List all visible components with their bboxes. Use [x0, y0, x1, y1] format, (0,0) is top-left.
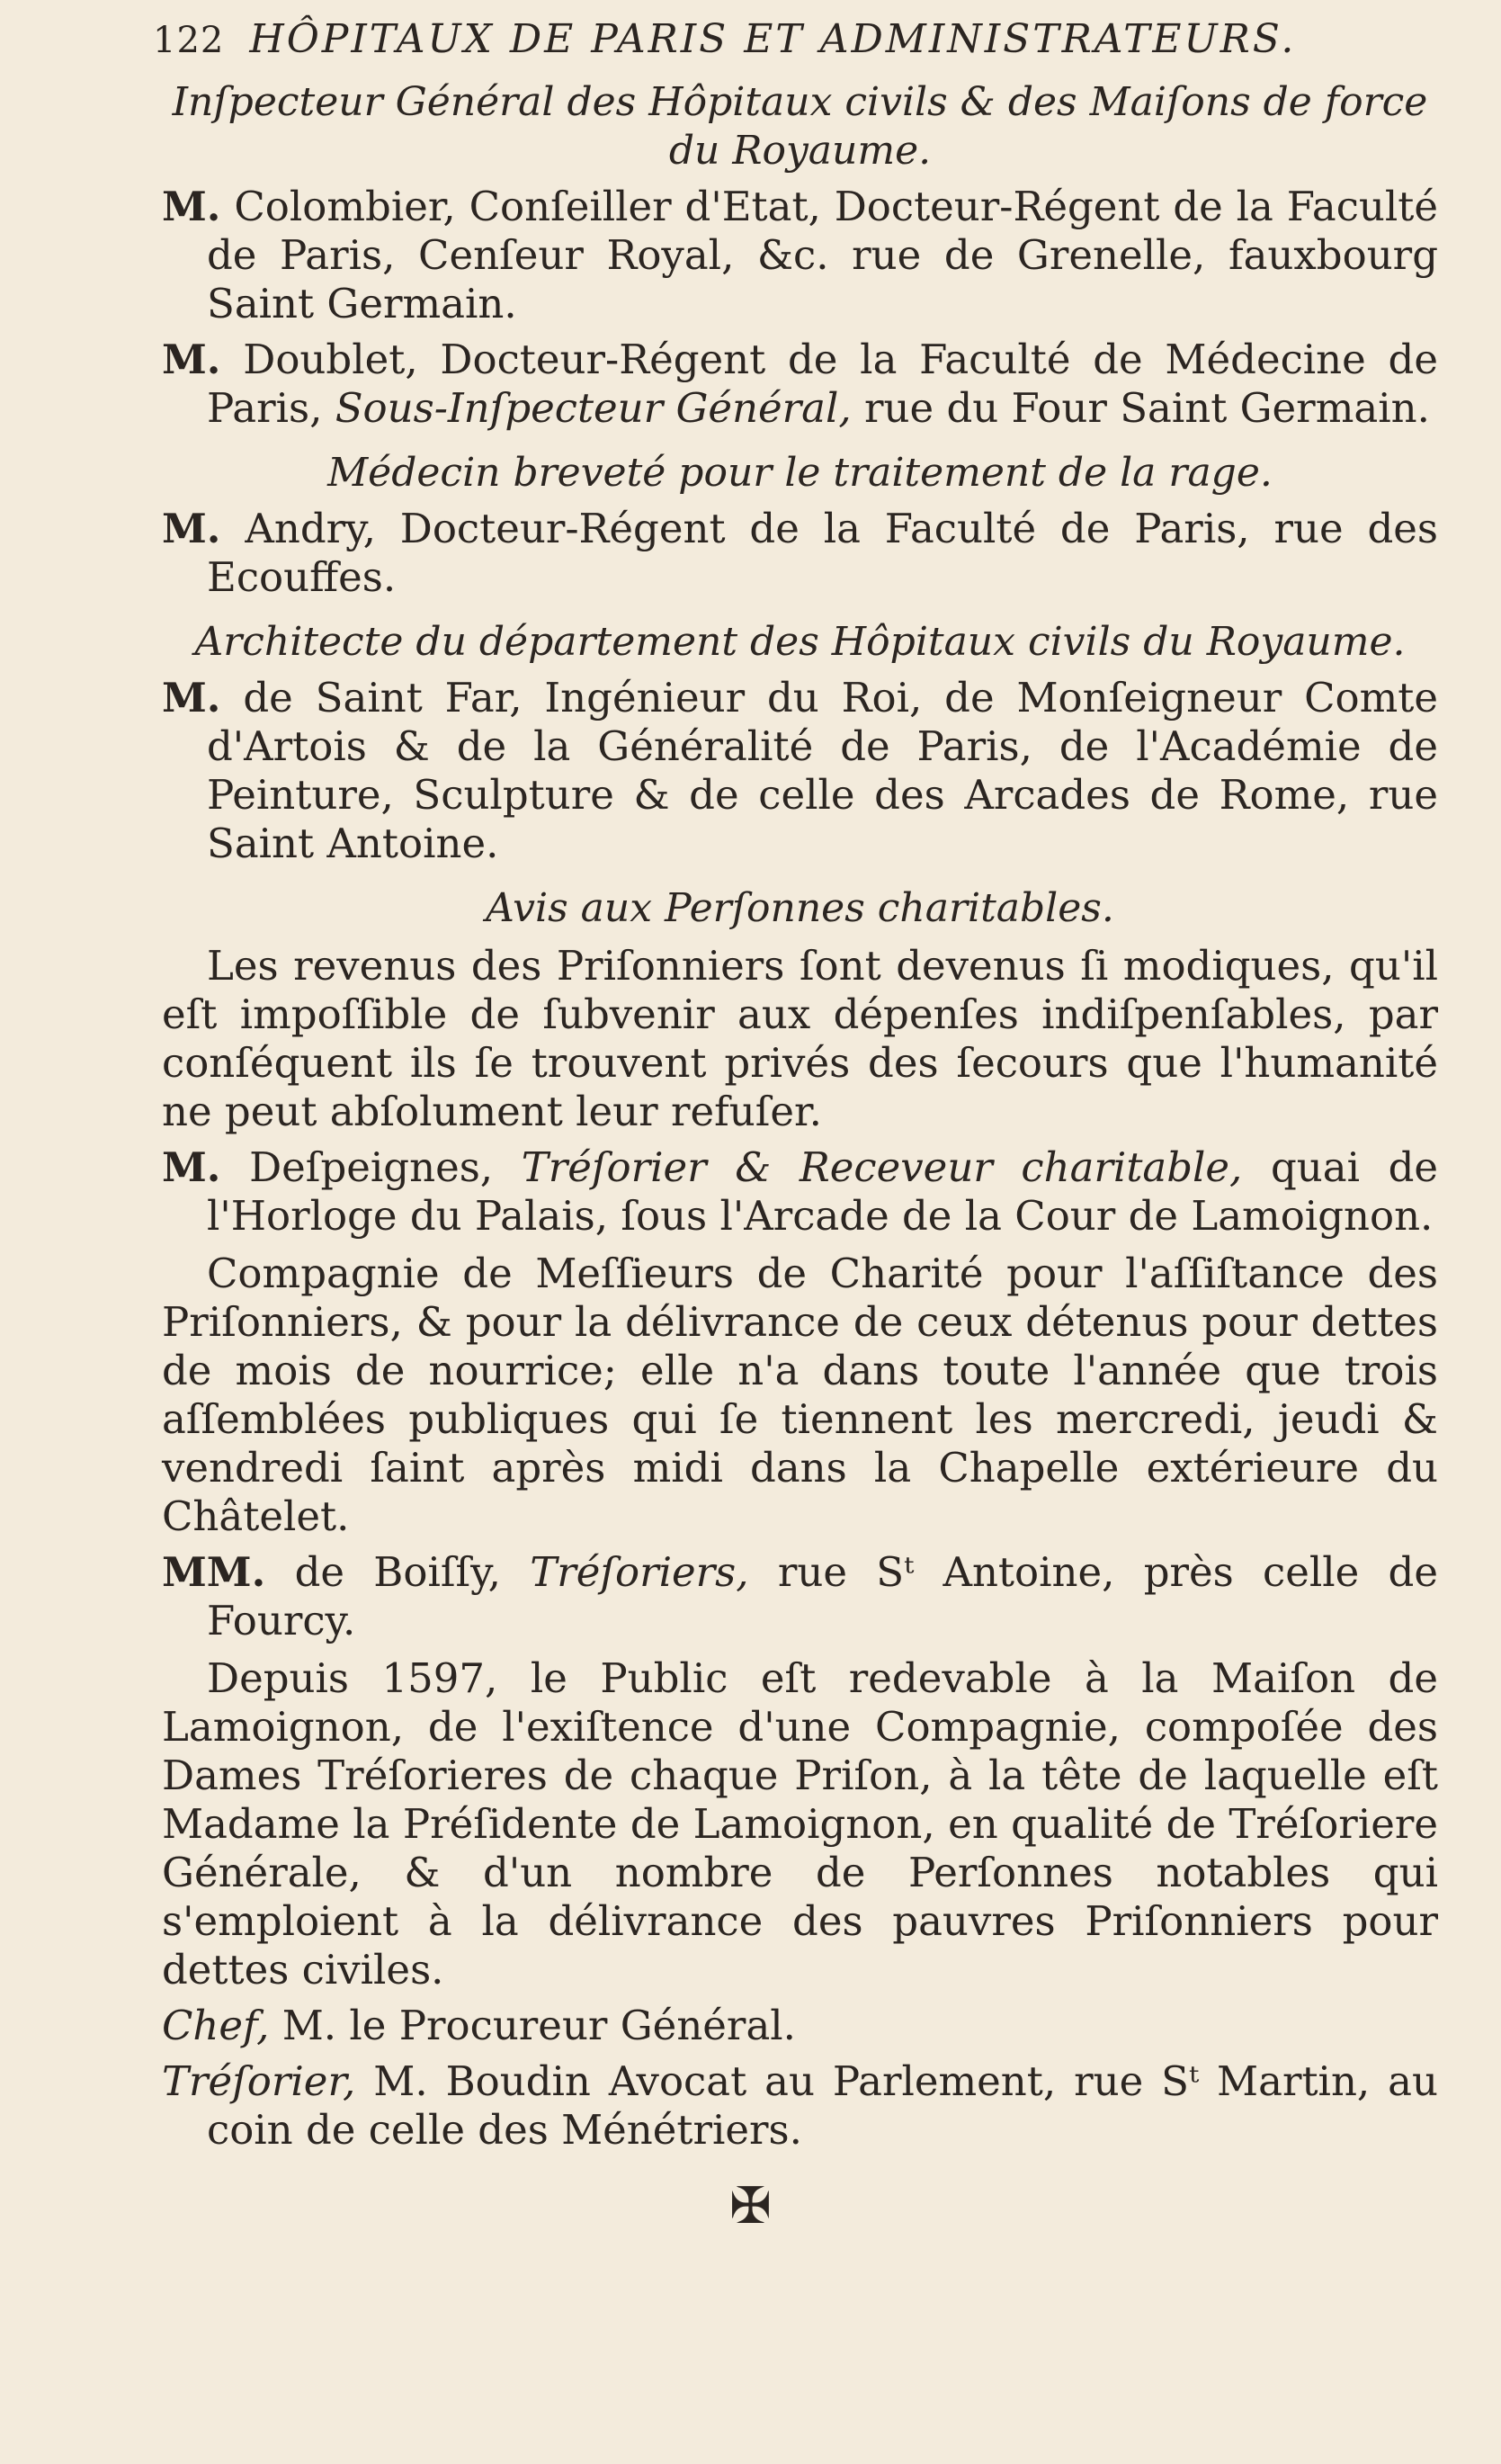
entry-prefix: MM.	[162, 1548, 266, 1596]
entry-text: Andry, Docteur-Régent de la Faculté de Paris, rue des Ecouffes.	[207, 505, 1438, 601]
entry-prefix: M.	[162, 674, 221, 721]
architecte-heading: Architecte du département des Hôpitaux civils du Royaume.	[194, 619, 1406, 665]
medecin-heading: Médecin breveté pour le traitement de la rage.	[327, 450, 1273, 496]
page-header	[153, 16, 1438, 62]
entry-prefix: M.	[162, 1143, 221, 1191]
entry-name: de Boiſſy,	[294, 1548, 501, 1596]
entry-role: Tréſorier & Receveur charitable,	[521, 1143, 1243, 1191]
entry-text: Colombier, Conſeiller d'Etat, Docteur-Régent de la Faculté de Paris, Cenſeur Royal, &c. rue de Grenelle, fauxbourg Saint Germain.	[207, 183, 1438, 327]
entry-tresorier	[162, 2057, 1438, 2155]
entry-role: Chef,	[162, 2002, 270, 2049]
entry-doublet	[162, 336, 1438, 433]
entry-saint-far	[162, 674, 1438, 868]
avis-heading: Avis aux Perſonnes charitables.	[486, 885, 1114, 931]
depuis-paragraph: Depuis 1597, le Public eſt redevable à la Maiſon de Lamoignon, de l'exiſtence d'une Compagnie, compoſée des Dames Tréſorieres de chaque Priſon, à la tête de laquelle eſt Madame la Préſidente de Lamoignon, en qualité de Tréſoriere Générale, & d'un nombre de Perſonnes notables qui s'emploient à la délivrance des pauvres Priſonniers pour dettes civiles.	[162, 1654, 1438, 1994]
avis-intro: Les revenus des Priſonniers ſont devenus ſi modiques, qu'il eſt impoſſible de ſubvenir aux dépenſes indiſpenſables, par conſéquent ils ſe trouvent privés des ſecours que l'humanité ne peut abſolument leur refuſer.	[162, 942, 1438, 1135]
entry-role: Tréſoriers,	[530, 1548, 749, 1596]
entry-colombier	[162, 183, 1438, 328]
entry-name: Deſpeignes,	[249, 1143, 494, 1191]
entry-despeignes	[162, 1143, 1438, 1241]
page-number: 122	[153, 20, 225, 61]
inspecteur-heading: Inſpecteur Général des Hôpitaux civils & des Maiſons de force du Royaume.	[172, 79, 1428, 174]
entry-text: M. Boudin Avocat au Parlement, rue Sᵗ Martin, au coin de celle des Ménétriers.	[207, 2057, 1438, 2154]
entry-text: rue du Four Saint Germain.	[864, 384, 1430, 432]
entry-text: rue Sᵗ Antoine, près celle de Fourcy.	[207, 1548, 1438, 1644]
entry-prefix: M.	[162, 183, 221, 230]
entry-text: de Saint Far, Ingénieur du Roi, de Monſeigneur Comte d'Artois & de la Généralité de Paris, de l'Académie de Peinture, Sculpture & de celle des Arcades de Rome, rue Saint Antoine.	[207, 674, 1438, 867]
entry-prefix: M.	[162, 505, 221, 552]
entry-role: Tréſorier,	[162, 2057, 356, 2105]
entry-text: Doublet, Docteur-Régent de la Faculté de Médecine de Paris,	[207, 336, 1438, 432]
running-title: HÔPITAUX DE PARIS ET ADMINISTRATEURS.	[249, 16, 1297, 62]
entry-andry	[162, 505, 1438, 602]
entry-prefix: M.	[162, 336, 221, 383]
printer-ornament-icon: ✠	[729, 2177, 772, 2236]
compagnie-paragraph: Compagnie de Meſſieurs de Charité pour l'aſſiſtance des Priſonniers, & pour la délivrance de ceux détenus pour dettes de mois de nourrice; elle n'a dans toute l'année que trois aſſemblées publiques qui ſe tiennent les mercredi, jeudi & vendredi ſaint après midi dans la Chapelle extérieure du Châtelet.	[162, 1250, 1438, 1540]
entry-boissy	[162, 1548, 1438, 1645]
entry-text: M. le Procureur Général.	[281, 2002, 796, 2049]
entry-role: Sous-Inſpecteur Général,	[335, 384, 852, 432]
entry-text: quai de l'Horloge du Palais, ſous l'Arcade de la Cour de Lamoignon.	[207, 1143, 1439, 1240]
entry-chef	[162, 2002, 1438, 2050]
